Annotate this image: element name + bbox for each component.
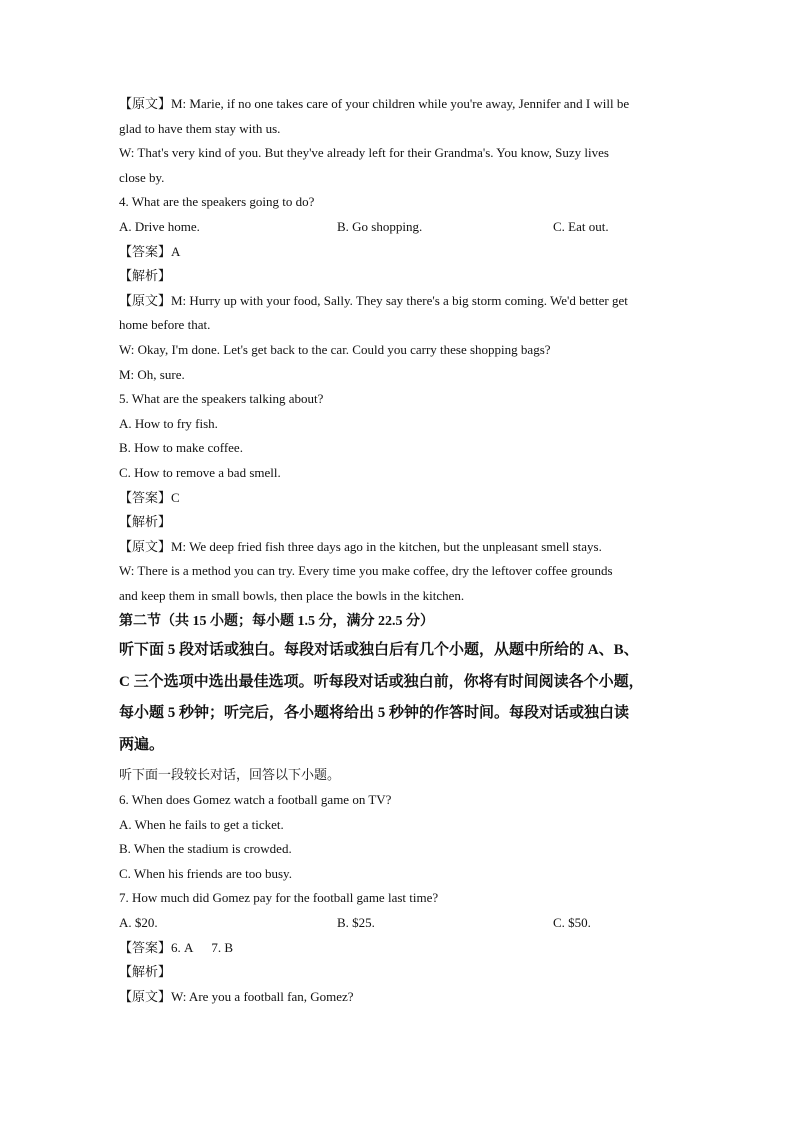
q4-option-a: A. Drive home. (119, 218, 200, 234)
q4-question: 4. What are the speakers going to do? (119, 194, 315, 210)
q6-option-a: A. When he fails to get a ticket. (119, 816, 284, 832)
answer-7: 7. B (211, 939, 234, 955)
q5-transcript-line-1: 【原文】M: We deep fried fish three days ago in the kitchen, but the unpleasant smell stays. (119, 538, 602, 554)
q4-option-c: C. Eat out. (553, 218, 609, 234)
q3-transcript-line-3: W: That's very kind of you. But they've already left for their Grandma's. You know, Suzy lives (119, 145, 609, 161)
q5-transcript-line-3: and keep them in small bowls, then place the bowls in the kitchen. (119, 587, 465, 603)
q4-option-b: B. Go shopping. (337, 218, 423, 234)
q5-answer: 【答案】C (119, 489, 180, 505)
answer-label: 【答案】 (119, 939, 172, 955)
q4-transcript-line-4: M: Oh, sure. (119, 366, 185, 382)
answers-6-7 (119, 936, 679, 961)
instruction-line-2: C 三个选项中选出最佳选项。听每段对话或独白前，你将有时间阅读各个小题， (119, 673, 644, 690)
instruction-line-3: 每小题 5 秒钟；听完后，各小题将给出 5 秒钟的作答时间。每段对话或独白读 (119, 705, 630, 722)
q7-option-b: B. $25. (337, 915, 375, 931)
section-instructions (119, 635, 679, 761)
q7-question: 7. How much did Gomez pay for the football game last time? (119, 890, 439, 906)
q7-options (119, 911, 679, 936)
q3-transcript-line-2: glad to have them stay with us. (119, 120, 281, 136)
q7-option-c: C. $50. (553, 915, 591, 931)
instruction-line-1: 听下面 5 段对话或独白。每段对话或独白后有几个小题，从题中所给的 A、B、 (119, 642, 639, 659)
q6-option-c: C. When his friends are too busy. (119, 865, 292, 881)
q4-transcript-line-1: 【原文】M: Hurry up with your food, Sally. They say there's a big storm coming. We'd better get (119, 292, 628, 308)
instruction-line-4: 两遍。 (119, 736, 165, 753)
q5-analysis-label: 【解析】 (119, 514, 172, 530)
q5-option-a: A. How to fry fish. (119, 415, 218, 431)
q6-option-b: B. When the stadium is crowded. (119, 841, 292, 857)
q4-options (119, 215, 679, 240)
sub-intro: 听下面一段较长对话，回答以下小题。 (119, 767, 341, 783)
q5-transcript-line-2: W: There is a method you can try. Every time you make coffee, dry the leftover coffee grounds (119, 563, 613, 579)
q6-question: 6. When does Gomez watch a football game on TV? (119, 792, 392, 808)
q7-option-a: A. $20. (119, 915, 158, 931)
q4-analysis-label: 【解析】 (119, 268, 172, 284)
document-page (119, 92, 679, 1009)
q6-7-analysis-label: 【解析】 (119, 964, 172, 980)
q5-option-b: B. How to make coffee. (119, 440, 243, 456)
q3-transcript-line-1: 【原文】M: Marie, if no one takes care of your children while you're away, Jennifer and I will be (119, 96, 630, 111)
q5-question: 5. What are the speakers talking about? (119, 391, 324, 407)
q4-transcript-line-2: home before that. (119, 317, 211, 333)
answer-6: 6. A (171, 939, 194, 955)
q4-answer: 【答案】A (119, 243, 181, 259)
q4-transcript-line-3: W: Okay, I'm done. Let's get back to the car. Could you carry these shopping bags? (119, 341, 551, 357)
q6-7-transcript-line-1: 【原文】W: Are you a football fan, Gomez? (119, 988, 354, 1004)
q3-transcript-line-4: close by. (119, 169, 165, 185)
q5-option-c: C. How to remove a bad smell. (119, 464, 281, 480)
section-heading: 第二节（共 15 小题；每小题 1.5 分，满分 22.5 分） (119, 614, 434, 630)
